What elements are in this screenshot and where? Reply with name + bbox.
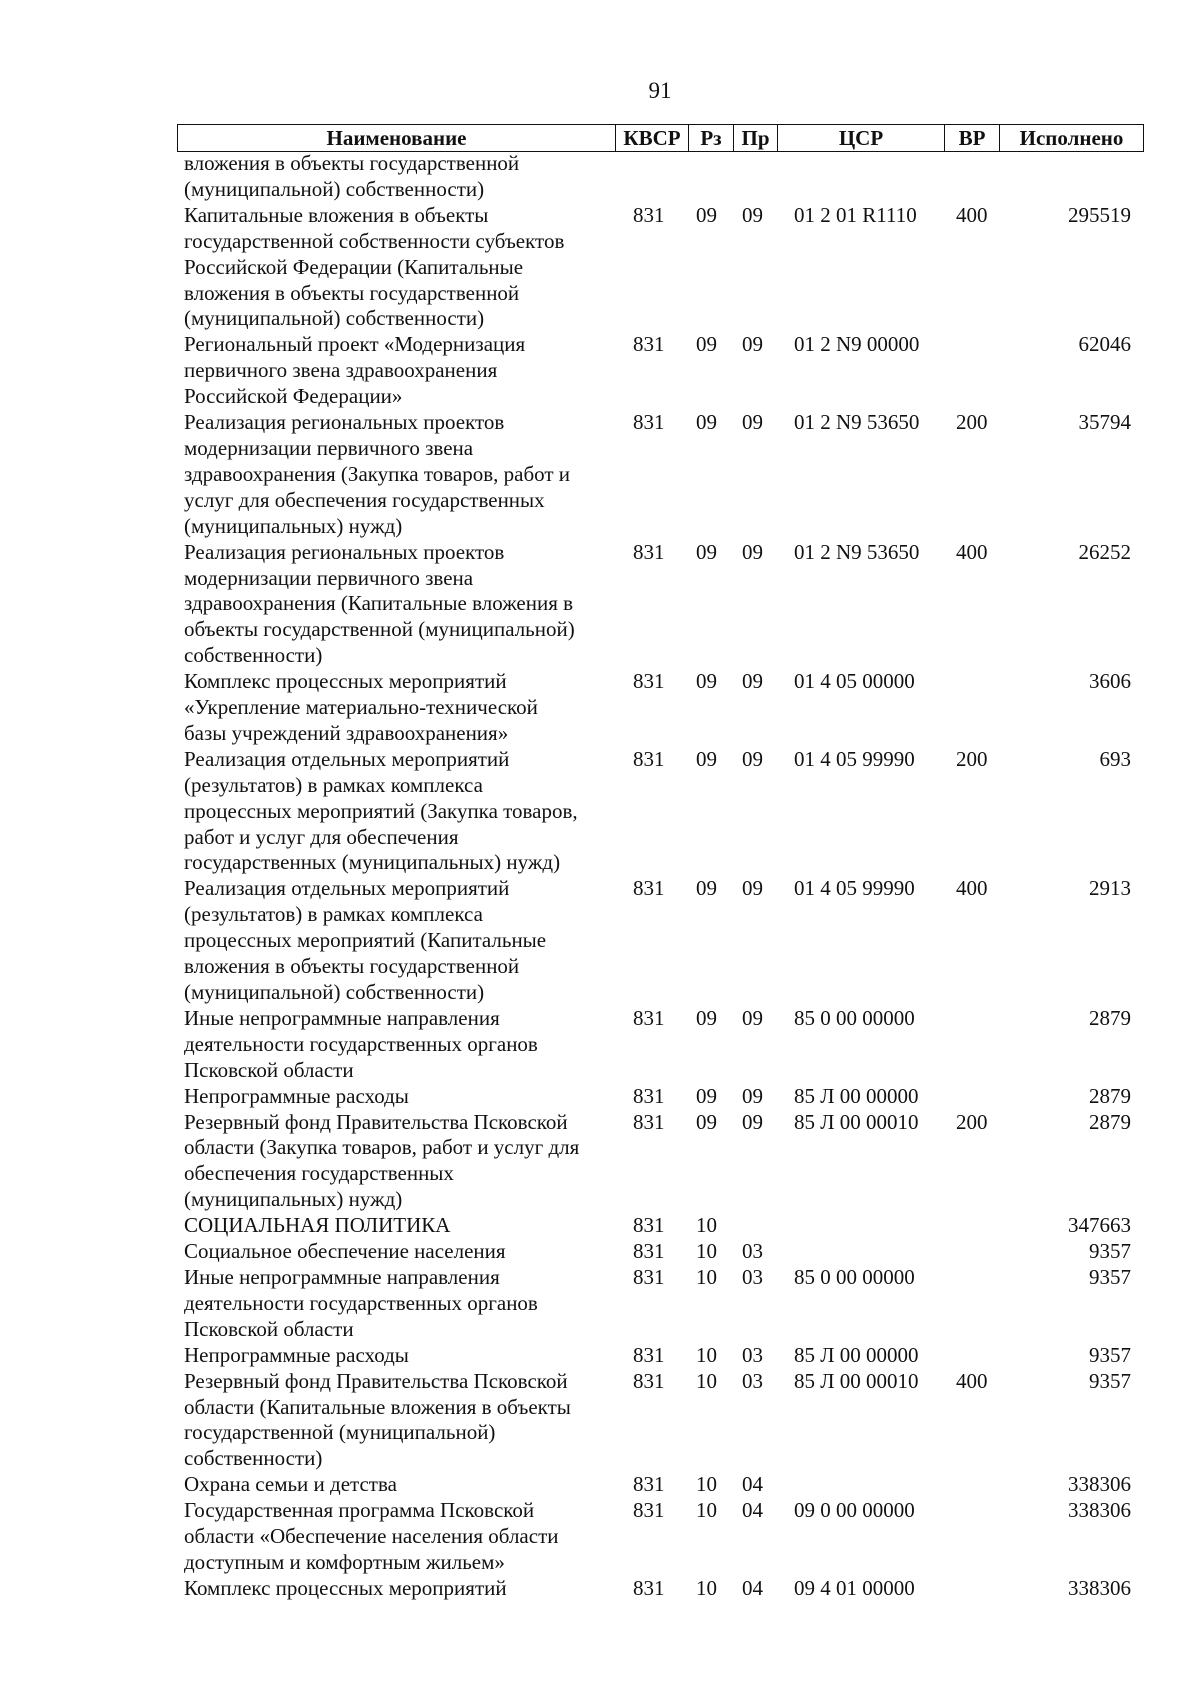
row-name-line: процессных мероприятий (Капитальные (184, 928, 547, 953)
row-name (184, 669, 614, 747)
header-done: Исполнено (1019, 126, 1124, 150)
row-name (184, 151, 614, 203)
row-name (184, 1213, 614, 1239)
table-row (0, 669, 1200, 747)
table-row (0, 1213, 1200, 1239)
pr-cell: 04 (742, 1472, 763, 1497)
kvsr-cell: 831 (633, 1239, 665, 1264)
pr-cell: 09 (742, 746, 763, 771)
pr-cell: 04 (742, 1498, 763, 1523)
header-rz: Рз (700, 126, 722, 150)
row-name (184, 203, 614, 333)
pr-cell: 09 (742, 1005, 763, 1030)
csr-cell: 09 4 01 00000 (794, 1575, 915, 1600)
row-name-line: собственности) (184, 643, 323, 668)
kvsr-cell: 831 (633, 1264, 665, 1289)
csr-cell: 01 2 N9 53650 (794, 410, 920, 435)
row-name-line: Охрана семьи и детства (184, 1472, 397, 1497)
kvsr-cell: 831 (633, 1575, 665, 1600)
vr-cell: 200 (956, 1109, 988, 1134)
row-name-line: (муниципальных) нужд) (184, 513, 403, 538)
table-row (0, 1110, 1200, 1214)
kvsr-cell: 831 (633, 539, 665, 564)
csr-cell: 01 4 05 99990 (794, 746, 915, 771)
rz-cell: 09 (696, 539, 717, 564)
row-name-line: Реализация отдельных мероприятий (184, 876, 510, 901)
row-name-line: деятельности государственных органов (184, 1290, 538, 1315)
row-name-line: модернизации первичного звена (184, 565, 474, 590)
row-name-line: Резервный фонд Правительства Псковской (184, 1109, 568, 1134)
rz-cell: 10 (696, 1472, 717, 1497)
executed-amount: 2879 (1089, 1005, 1131, 1030)
executed-amount: 2879 (1089, 1083, 1131, 1108)
csr-cell: 09 0 00 00000 (794, 1498, 915, 1523)
pr-cell: 03 (742, 1264, 763, 1289)
row-name (184, 1265, 614, 1343)
table-row (0, 1006, 1200, 1084)
row-name-line: Российской Федерации» (184, 384, 403, 409)
row-name-line: области «Обеспечение населения области (184, 1524, 559, 1549)
vr-cell: 400 (956, 539, 988, 564)
row-name-line: Непрограммные расходы (184, 1342, 409, 1367)
csr-cell: 85 Л 00 00010 (794, 1368, 919, 1393)
table-row (0, 1369, 1200, 1473)
row-name (184, 1084, 614, 1110)
row-name-line: Капитальные вложения в объекты (184, 202, 489, 227)
row-name (184, 332, 614, 410)
kvsr-cell: 831 (633, 1342, 665, 1367)
header-csr: ЦСР (838, 126, 884, 150)
row-name-line: Псковской области (184, 1057, 354, 1082)
row-name-line: (муниципальных) нужд) (184, 1187, 403, 1212)
row-name (184, 1110, 614, 1214)
row-name-line: (результатов) в рамках комплекса (184, 902, 483, 927)
rz-cell: 09 (696, 1083, 717, 1108)
row-name-line: (муниципальной) собственности) (184, 176, 485, 201)
table-row (0, 1265, 1200, 1343)
row-name-line: области (Закупка товаров, работ и услуг для (184, 1135, 580, 1160)
kvsr-cell: 831 (633, 1083, 665, 1108)
row-name-line: Государственная программа Псковской (184, 1498, 535, 1523)
csr-cell: 85 0 00 00000 (794, 1005, 915, 1030)
rz-cell: 09 (696, 202, 717, 227)
executed-amount: 2913 (1089, 876, 1131, 901)
table-row (0, 1498, 1200, 1576)
vr-cell: 400 (956, 202, 988, 227)
row-name (184, 747, 614, 877)
rz-cell: 10 (696, 1239, 717, 1264)
rz-cell: 10 (696, 1264, 717, 1289)
row-name-line: объекты государственной (муниципальной) (184, 617, 575, 642)
csr-cell: 85 Л 00 00010 (794, 1109, 919, 1134)
row-name-line: вложения в объекты государственной (184, 280, 520, 305)
row-name (184, 1369, 614, 1473)
executed-amount: 338306 (1068, 1498, 1131, 1523)
row-name-line: здравоохранения (Закупка товаров, работ и (184, 461, 571, 486)
kvsr-cell: 831 (633, 746, 665, 771)
row-name-line: работ и услуг для обеспечения (184, 824, 459, 849)
executed-amount: 35794 (1078, 410, 1131, 435)
table-row (0, 540, 1200, 670)
row-name (184, 410, 614, 540)
row-name-line: вложения в объекты государственной (184, 954, 520, 979)
row-name-line: государственной собственности субъектов (184, 228, 565, 253)
pr-cell: 09 (742, 410, 763, 435)
executed-amount: 62046 (1078, 332, 1131, 357)
row-name-line: (результатов) в рамках комплекса (184, 772, 483, 797)
row-name (184, 540, 614, 670)
pr-cell: 09 (742, 876, 763, 901)
page-number: 91 (648, 78, 672, 103)
rz-cell: 09 (696, 1005, 717, 1030)
rz-cell: 09 (696, 669, 717, 694)
row-name-line: Региональный проект «Модернизация (184, 332, 526, 357)
pr-cell: 03 (742, 1342, 763, 1367)
row-name-line: Псковской области (184, 1316, 354, 1341)
row-name-line: Иные непрограммные направления (184, 1005, 500, 1030)
rz-cell: 10 (696, 1213, 717, 1238)
row-name (184, 1006, 614, 1084)
executed-amount: 347663 (1068, 1213, 1131, 1238)
csr-cell: 85 Л 00 00000 (794, 1083, 919, 1108)
executed-amount: 26252 (1078, 539, 1131, 564)
row-name-line: (муниципальной) собственности) (184, 980, 485, 1004)
kvsr-cell: 831 (633, 876, 665, 901)
table-row (0, 203, 1200, 333)
executed-amount: 338306 (1068, 1575, 1131, 1600)
vr-cell: 400 (956, 1368, 988, 1393)
vr-cell: 400 (956, 876, 988, 901)
row-name-line: процессных мероприятий (Закупка товаров, (184, 798, 578, 823)
kvsr-cell: 831 (633, 1213, 665, 1238)
executed-amount: 9357 (1089, 1264, 1131, 1289)
header-name: Наименование (326, 126, 467, 150)
row-name-line: Реализация региональных проектов (184, 410, 505, 435)
row-name (184, 1576, 614, 1602)
row-name-line: Российской Федерации (Капитальные (184, 254, 524, 279)
row-name-line: услуг для обеспечения государственных (184, 487, 545, 512)
rz-cell: 09 (696, 332, 717, 357)
vr-cell: 200 (956, 746, 988, 771)
csr-cell: 01 2 N9 00000 (794, 332, 920, 357)
row-name (184, 1498, 614, 1576)
executed-amount: 338306 (1068, 1472, 1131, 1497)
row-name (184, 876, 614, 1006)
csr-cell: 01 4 05 99990 (794, 876, 915, 901)
table-row (0, 332, 1200, 410)
executed-amount: 9357 (1089, 1239, 1131, 1264)
table-row (0, 876, 1200, 1006)
csr-cell: 01 2 01 R1110 (794, 202, 917, 227)
row-name-line: деятельности государственных органов (184, 1031, 538, 1056)
executed-amount: 295519 (1068, 202, 1131, 227)
row-name-line: Комплекс процессных мероприятий (184, 669, 507, 694)
row-name-line: обеспечения государственных (184, 1161, 454, 1186)
vr-cell: 200 (956, 410, 988, 435)
header-kvsr: КВСР (623, 126, 681, 150)
rz-cell: 10 (696, 1368, 717, 1393)
executed-amount: 3606 (1089, 669, 1131, 694)
row-name-line: здравоохранения (Капитальные вложения в (184, 591, 574, 616)
row-name-line: доступным и комфортным жильем» (184, 1549, 505, 1574)
kvsr-cell: 831 (633, 669, 665, 694)
csr-cell: 01 4 05 00000 (794, 669, 915, 694)
table-row (0, 410, 1200, 540)
rz-cell: 09 (696, 1109, 717, 1134)
table-body (0, 151, 1200, 1602)
rz-cell: 10 (696, 1342, 717, 1367)
pr-cell: 03 (742, 1368, 763, 1393)
row-name-line: Комплекс процессных мероприятий (184, 1575, 507, 1600)
rz-cell: 09 (696, 746, 717, 771)
table-row (0, 1084, 1200, 1110)
row-name-line: модернизации первичного звена (184, 435, 474, 460)
row-name-line: Реализация отдельных мероприятий (184, 746, 510, 771)
csr-cell: 85 0 00 00000 (794, 1264, 915, 1289)
csr-cell: 01 2 N9 53650 (794, 539, 920, 564)
kvsr-cell: 831 (633, 202, 665, 227)
row-name-line: области (Капитальные вложения в объекты (184, 1394, 571, 1419)
header-pr: Пр (741, 126, 770, 150)
row-name-line: собственности) (184, 1446, 323, 1471)
row-name-line: (муниципальной) собственности) (184, 306, 485, 331)
row-name-line: Иные непрограммные направления (184, 1264, 500, 1289)
kvsr-cell: 831 (633, 1005, 665, 1030)
header-vr: ВР (958, 126, 986, 150)
pr-cell: 09 (742, 1109, 763, 1134)
pr-cell: 09 (742, 1083, 763, 1108)
table-row (0, 1343, 1200, 1369)
rz-cell: 10 (696, 1498, 717, 1523)
row-name-line: государственной (муниципальной) (184, 1420, 496, 1445)
table-header (177, 124, 1144, 152)
pr-cell: 04 (742, 1575, 763, 1600)
rz-cell: 10 (696, 1575, 717, 1600)
row-name-line: «Укрепление материально-технической (184, 695, 538, 720)
executed-amount: 2879 (1089, 1109, 1131, 1134)
pr-cell: 09 (742, 539, 763, 564)
row-name-line: первичного звена здравоохранения (184, 358, 498, 383)
pr-cell: 09 (742, 332, 763, 357)
executed-amount: 9357 (1089, 1368, 1131, 1393)
pr-cell: 09 (742, 202, 763, 227)
kvsr-cell: 831 (633, 1368, 665, 1393)
table-row (0, 1576, 1200, 1602)
row-name-line: вложения в объекты государственной (184, 151, 520, 175)
pr-cell: 09 (742, 669, 763, 694)
rz-cell: 09 (696, 876, 717, 901)
row-name-line: Реализация региональных проектов (184, 539, 505, 564)
row-name-line: Непрограммные расходы (184, 1083, 409, 1108)
row-name-line: СОЦИАЛЬНАЯ ПОЛИТИКА (184, 1213, 451, 1238)
table-row (0, 1472, 1200, 1498)
csr-cell: 85 Л 00 00000 (794, 1342, 919, 1367)
row-name (184, 1343, 614, 1369)
kvsr-cell: 831 (633, 332, 665, 357)
kvsr-cell: 831 (633, 1472, 665, 1497)
table-row (0, 747, 1200, 877)
table-row (0, 151, 1200, 203)
kvsr-cell: 831 (633, 410, 665, 435)
table-row (0, 1239, 1200, 1265)
kvsr-cell: 831 (633, 1498, 665, 1523)
kvsr-cell: 831 (633, 1109, 665, 1134)
row-name (184, 1239, 614, 1265)
row-name-line: Социальное обеспечение населения (184, 1239, 506, 1264)
pr-cell: 03 (742, 1239, 763, 1264)
executed-amount: 693 (1099, 746, 1131, 771)
row-name-line: государственных (муниципальных) нужд) (184, 850, 561, 875)
row-name-line: базы учреждений здравоохранения» (184, 720, 509, 745)
rz-cell: 09 (696, 410, 717, 435)
row-name-line: Резервный фонд Правительства Псковской (184, 1368, 568, 1393)
row-name (184, 1472, 614, 1498)
executed-amount: 9357 (1089, 1342, 1131, 1367)
